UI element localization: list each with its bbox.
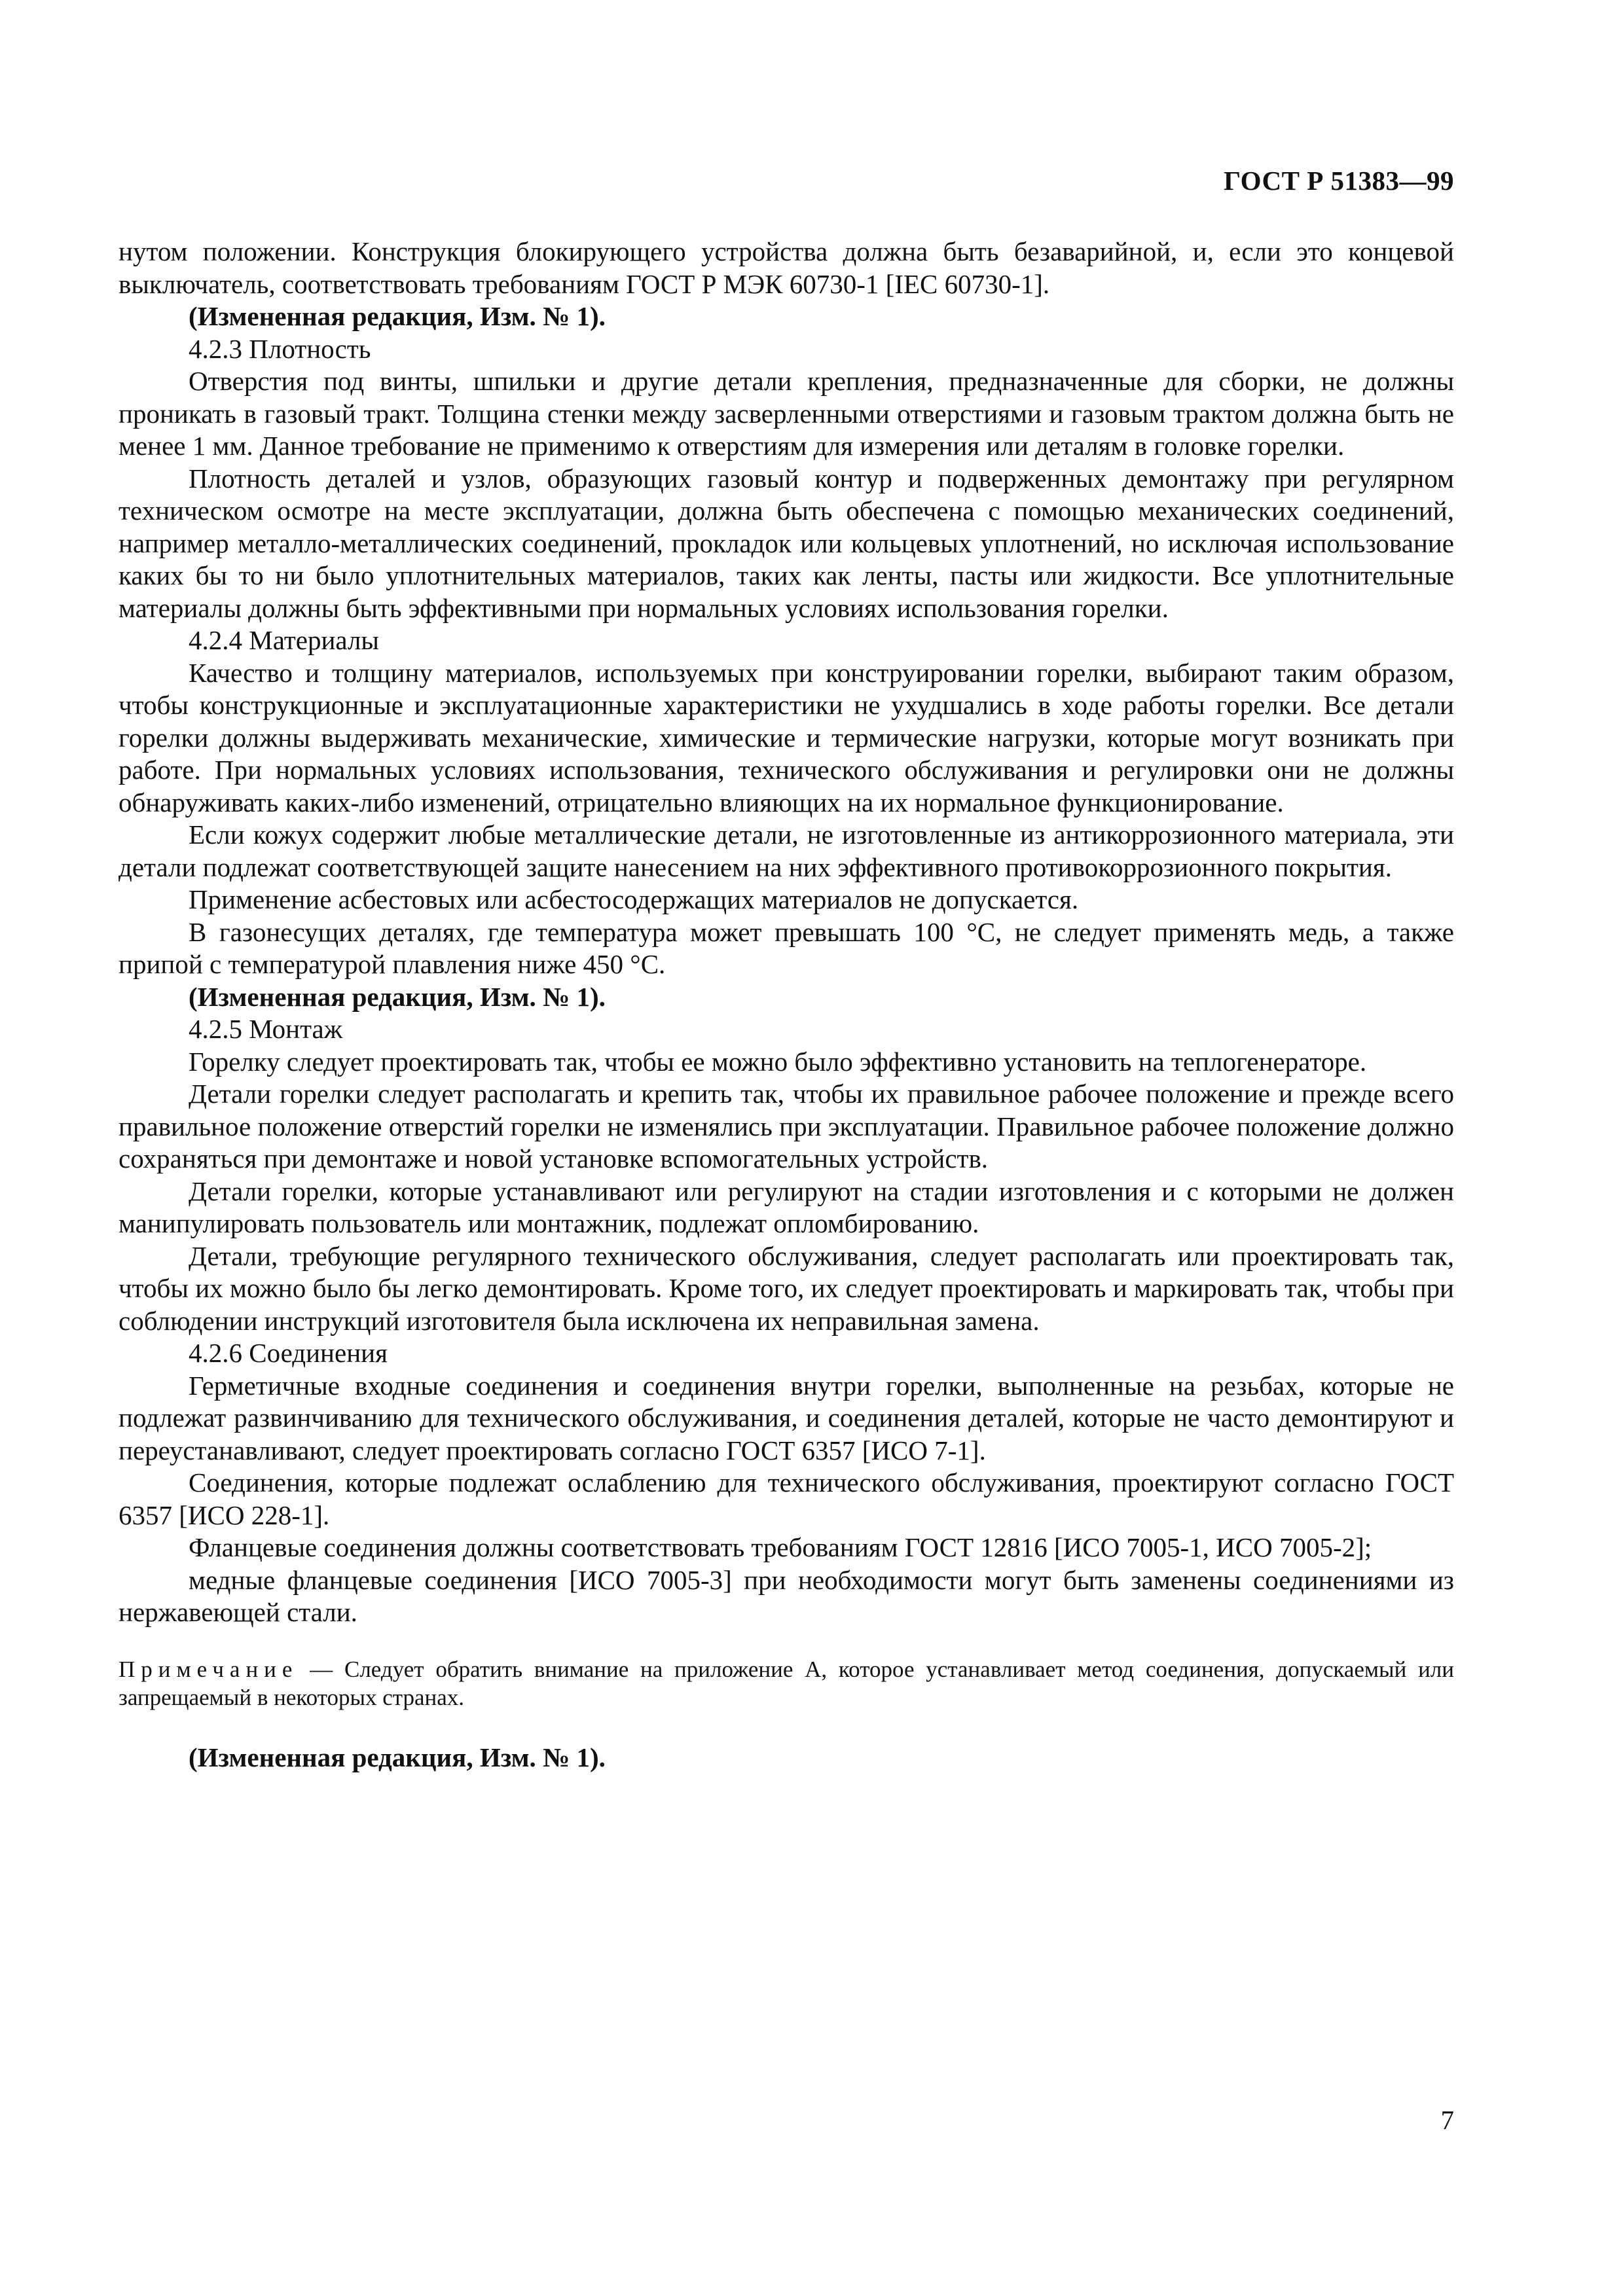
- paragraph: Качество и толщину материалов, используемых при конструировании горелки, выбирают таким образом, чтобы конструкционные и эксплуатационные характеристики не ухудшались в ходе работы горелки. Все детали горелки должны выдерживать механические, химические и термические нагрузки, которые могут возникать при работе. При нормальных условиях использования, технического обслуживания и регулировки они не должны обнаруживать каких-либо изменений, отрицательно влияющих на их нормальное функционирование.: [119, 657, 1454, 817]
- document-body: [119, 236, 1454, 1774]
- paragraph: Если кожух содержит любые металлические детали, не изготовленные из антикоррозионного материала, эти детали подлежат соответствующей защите нанесением на них эффективного противокоррозионного покрытия.: [119, 819, 1454, 882]
- section-heading-4-2-4: 4.2.4 Материалы: [189, 625, 379, 655]
- paragraph-continuation: нутом положении. Конструкция блокирующего устройства должна быть безаварийной, и, если это концевой выключатель, соответствовать требованиям ГОСТ Р МЭК 60730-1 [IEC 60730-1].: [119, 236, 1454, 299]
- section-heading-4-2-3: 4.2.3 Плотность: [189, 333, 371, 364]
- note: [119, 1655, 1454, 1712]
- paragraph: Детали, требующие регулярного технического обслуживания, следует располагать или проектировать так, чтобы их можно было бы легко демонтировать. Кроме того, их следует проектировать и маркировать так, чтобы при соблюдении инструкций изготовителя была исключена их неправильная замена.: [119, 1240, 1454, 1336]
- paragraph: Отверстия под винты, шпильки и другие детали крепления, предназначенные для сборки, не должны проникать в газовый тракт. Толщина стенки между засверленными отверстиями и газовым трактом должна быть не менее 1 мм. Данное требование не применимо к отверстиям для измерения или деталям в головке горелки.: [119, 366, 1454, 461]
- section-heading-4-2-6: 4.2.6 Соединения: [189, 1338, 388, 1368]
- paragraph: Плотность деталей и узлов, образующих газовый контур и подверженных демонтажу при регулярном техническом осмотре на месте эксплуатации, должна быть обеспечена с помощью механических соединений, например металло-металлических соединений, прокладок или кольцевых уплотнений, но исключая использование каких бы то ни было уплотнительных материалов, таких как ленты, пасты или жидкости. Все уплотнительные материалы должны быть эффективными при нормальных условиях использования горелки.: [119, 463, 1454, 623]
- paragraph: Горелку следует проектировать так, чтобы ее можно было эффективно установить на теплогенераторе.: [189, 1046, 1367, 1077]
- paragraph: Детали горелки, которые устанавливают или регулируют на стадии изготовления и с которыми не должен манипулировать пользователь или монтажник, подлежат опломбированию.: [119, 1175, 1454, 1238]
- paragraph: Детали горелки следует располагать и крепить так, чтобы их правильное рабочее положение и прежде всего правильное положение отверстий горелки не изменялись при эксплуатации. Правильное рабочее положение должно сохраняться при демонтаже и новой установке вспомогательных устройств.: [119, 1079, 1454, 1174]
- paragraph: Применение асбестовых или асбестосодержащих материалов не допускается.: [189, 884, 1079, 914]
- paragraph: медные фланцевые соединения [ИСО 7005-3] при необходимости могут быть заменены соединениями из нержавеющей стали.: [119, 1564, 1454, 1627]
- section-heading-4-2-5: 4.2.5 Монтаж: [189, 1014, 343, 1044]
- amendment-note: (Измененная редакция, Изм. № 1).: [189, 301, 606, 331]
- paragraph: Фланцевые соединения должны соответствовать требованиям ГОСТ 12816 [ИСО 7005-1, ИСО 7005-2];: [189, 1532, 1372, 1562]
- note-text: — Следует обратить внимание на приложение А, которое устанавливает метод соединения, допускаемый или запрещаемый в некоторых странах.: [119, 1656, 1454, 1710]
- document-code-header: ГОСТ Р 51383—99: [1224, 166, 1454, 196]
- note-label: Примечание: [119, 1656, 299, 1682]
- paragraph: Герметичные входные соединения и соединения внутри горелки, выполненные на резьбах, которые не подлежат развинчиванию для технического обслуживания, и соединения деталей, которые не часто демонтируют и переустанавливают, следует проектировать согласно ГОСТ 6357 [ИСО 7-1].: [119, 1370, 1454, 1465]
- amendment-note-final: (Измененная редакция, Изм. № 1).: [189, 1742, 606, 1772]
- paragraph: В газонесущих деталях, где температура может превышать 100 °С, не следует применять медь, а также припой с температурой плавления ниже 450 °С.: [119, 916, 1454, 979]
- amendment-note: (Измененная редакция, Изм. № 1).: [189, 981, 606, 1012]
- page-number: 7: [1440, 2105, 1454, 2135]
- paragraph: Соединения, которые подлежат ослаблению для технического обслуживания, проектируют согласно ГОСТ 6357 [ИСО 228-1].: [119, 1467, 1454, 1530]
